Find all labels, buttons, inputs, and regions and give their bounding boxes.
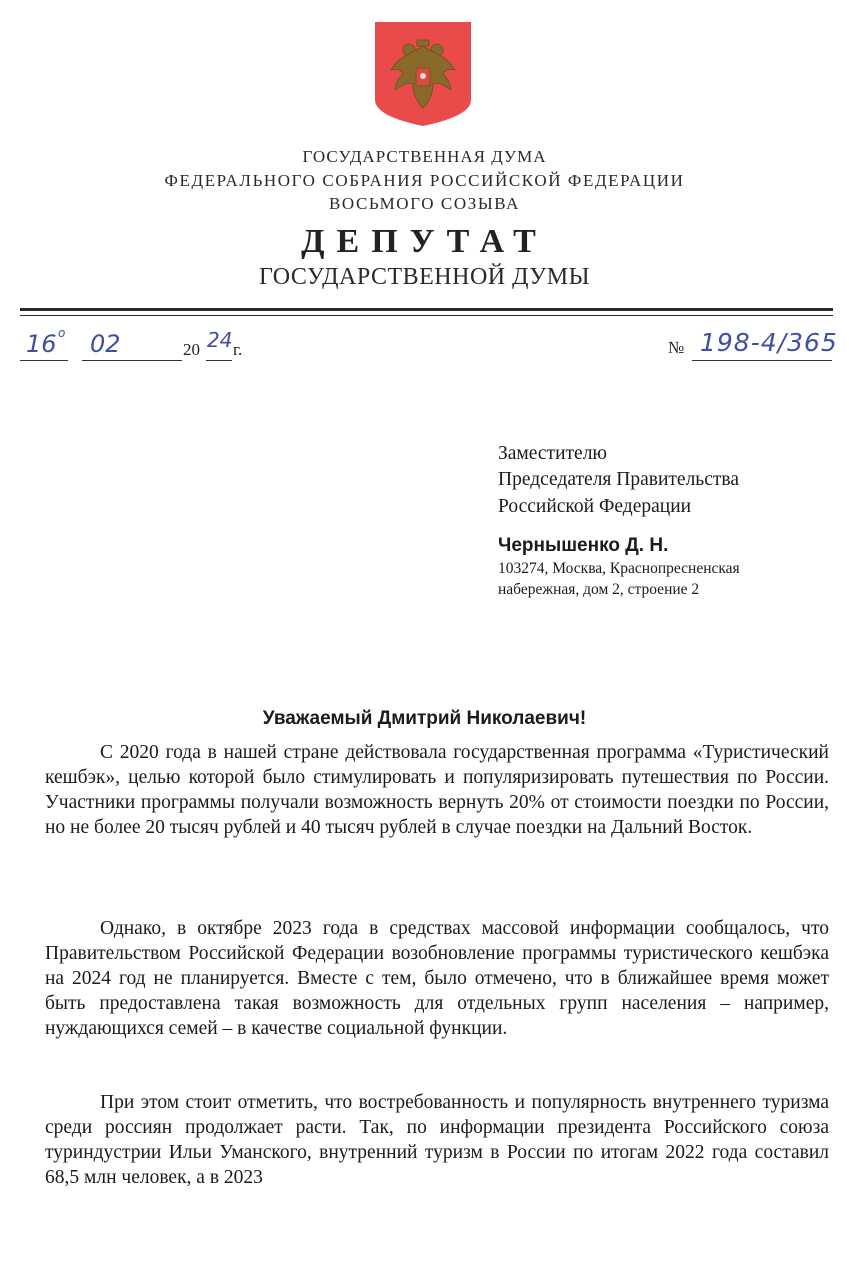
day-underline	[20, 360, 68, 361]
registration-number: 198-4/365	[700, 328, 838, 357]
letterhead-title: ДЕПУТАТ	[301, 223, 548, 260]
organization-name: ГОСУДАРСТВЕННАЯ ДУМА	[302, 147, 547, 166]
body-paragraph: С 2020 года в нашей стране действовала государственная программа «Туристический кешбэк», целью которой было стимулировать и популяризировать путешествия по России. Участники программы получали возможность вернуть 20% от стоимости поездки по России, но не более 20 тысяч рублей и 40 тысяч рублей в случае поездки на Дальний Восток.	[45, 742, 829, 838]
date-year: 24	[207, 328, 233, 352]
addressee-position-2: Председателя Правительства	[498, 469, 739, 490]
month-underline	[82, 360, 182, 361]
year-underline	[206, 360, 232, 361]
addressee-address-2: набережная, дом 2, строение 2	[498, 581, 700, 598]
salutation: Уважаемый Дмитрий Николаевич!	[262, 708, 587, 729]
addressee-address: 103274, Москва, Краснопресненская	[498, 560, 740, 577]
addressee-position: Заместителю	[498, 443, 607, 464]
addressee-position-3: Российской Федерации	[498, 496, 692, 517]
convocation: ВОСЬМОГО СОЗЫВА	[328, 194, 521, 213]
russian-coat-of-arms-icon	[373, 20, 473, 128]
date-year-prefix: 20	[183, 340, 200, 359]
date-day-mark: о	[58, 326, 66, 340]
date-month: 02	[90, 330, 121, 358]
header-divider-thick	[20, 308, 833, 311]
body-paragraph: При этом стоит отметить, что востребованность и популярность внутреннего туризма среди россиян продолжает расти. Так, по информации президента Российского союза туриндустрии Ильи Уманского, внутренний туризм в России по итогам 2022 года составил 68,5 млн человек, а в 2023	[45, 1092, 829, 1188]
number-label: №	[668, 338, 685, 357]
date-number-row	[20, 326, 840, 364]
number-underline	[692, 360, 832, 361]
organization-federal-assembly: ФЕДЕРАЛЬНОГО СОБРАНИЯ РОССИЙСКОЙ ФЕДЕРАЦИИ	[164, 171, 685, 190]
body-paragraph: Однако, в октябре 2023 года в средствах массовой информации сообщалось, что Правительством Российской Федерации возобновление программы туристического кешбэка на 2024 год не планируется. Вместе с тем, было отмечено, что в ближайшее время может быть предоставлена такая возможность для отдельных групп населения – например, нуждающихся семей – в качестве социальной функции.	[45, 918, 829, 1039]
header-divider-thin	[20, 315, 833, 316]
date-day: 16	[26, 330, 57, 358]
addressee-name: Чернышенко Д. Н.	[498, 535, 669, 556]
letterhead-subtitle: ГОСУДАРСТВЕННОЙ ДУМЫ	[258, 264, 591, 290]
date-year-suffix: г.	[233, 340, 243, 359]
